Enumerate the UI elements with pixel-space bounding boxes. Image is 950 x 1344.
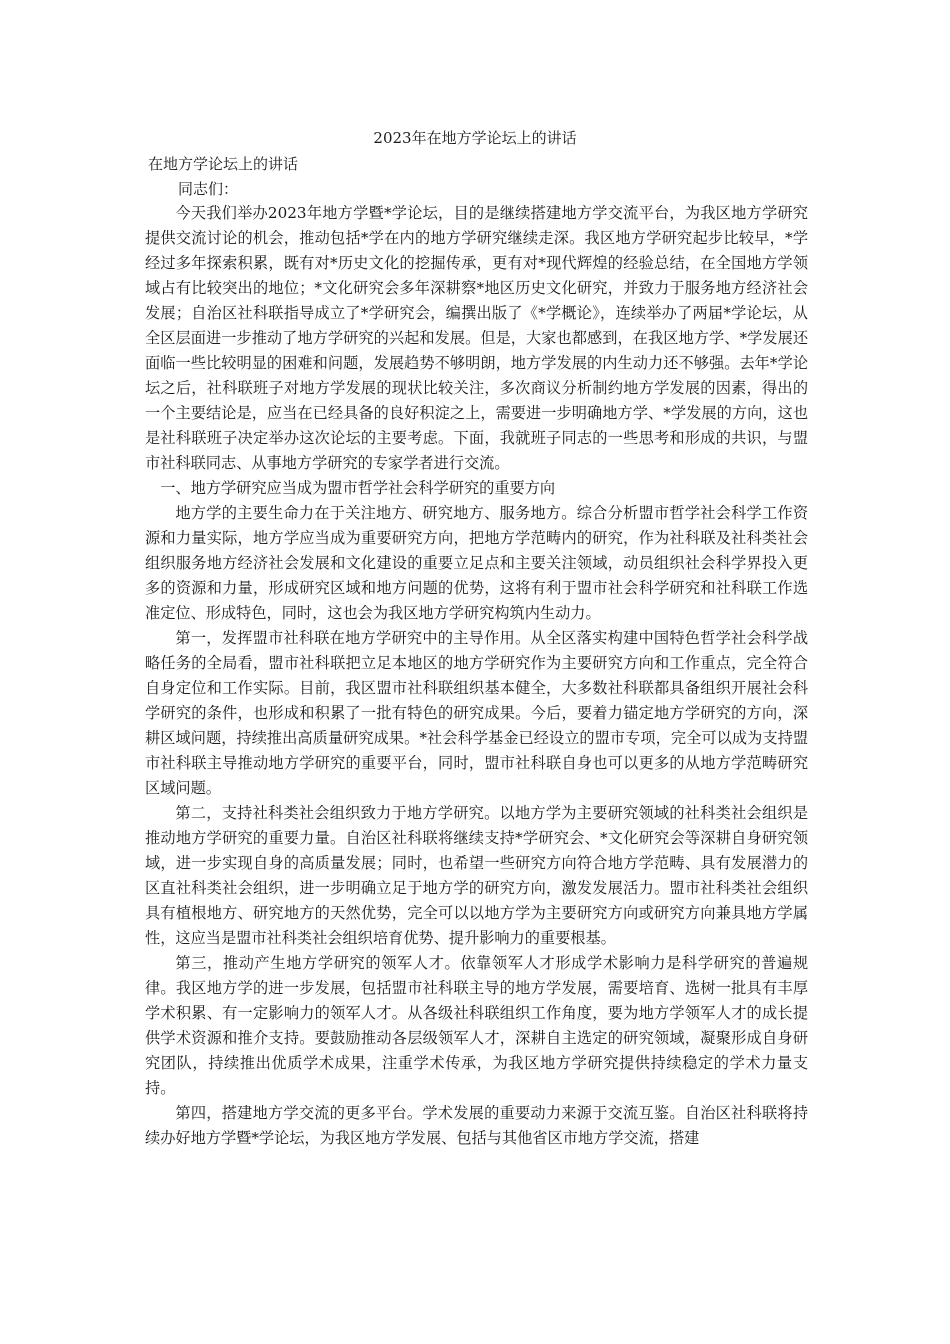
paragraph-point-3: 第三，推动产生地方学研究的领军人才。依靠领军人才形成学术影响力是科学研究的普遍规律。我区地方学的进一步发展，包括盟市社科联主导的地方学发展，需要培育、选树一批具有丰厚学术积累、有一定影响力的领军人才。从各级社科联组织工作角度，要为地方学领军人才的成长提供学术资源和推介支持。要鼓励推动各层级领军人才，深耕自主选定的研究领域，凝聚形成自身研究团队，持续推出优质学术成果，注重学术传承，为我区地方学研究提供持续稳定的学术力量支持。 [145, 954, 808, 1097]
document-title: 2023年在地方学论坛上的讲话 [373, 129, 577, 147]
paragraph-section-1: 地方学的主要生命力在于关注地方、研究地方、服务地方。综合分析盟市哲学社会科学工作资源和力量实际，地方学应当成为重要研究方向，把地方学范畴内的研究，作为社科联及社科类社会组织服务地方经济社会发展和文化建设的重要立足点和主要关注领域，动员组织社会科学界投入更多的资源和力量，形成研究区域和地方问题的优势，这将有利于盟市社会科学研究和社科联工作选准定位、形成特色，同时，这也会为我区地方学研究构筑内生动力。 [145, 504, 808, 622]
paragraph-point-2: 第二，支持社科类社会组织致力于地方学研究。以地方学为主要研究领域的社科类社会组织是推动地方学研究的重要力量。自治区社科联将继续支持*学研究会、*文化研究会等深耕自身研究领域，进一步实现自身的高质量发展；同时，也希望一些研究方向符合地方学范畴、具有发展潜力的区直社科类社会组织，进一步明确立足于地方学的研究方向，激发发展活力。盟市社科类社会组织具有植根地方、研究地方的天然优势，完全可以以地方学为主要研究方向或研究方向兼具地方学属性，这应当是盟市社科类社会组织培育优势、提升影响力的重要根基。 [145, 804, 808, 947]
paragraph-point-4: 第四，搭建地方学交流的更多平台。学术发展的重要动力来源于交流互鉴。自治区社科联将持续办好地方学暨*学论坛，为我区地方学发展、包括与其他省区市地方学交流，搭建 [145, 1104, 808, 1147]
document-subtitle: 在地方学论坛上的讲话 [148, 155, 299, 173]
document-body [145, 201, 808, 1151]
paragraph-intro: 今天我们举办2023年地方学暨*学论坛，目的是继续搭建地方学交流平台，为我区地方学研究提供交流讨论的机会，推动包括*学在内的地方学研究继续走深。我区地方学研究起步比较早，*学经过多年探索积累，既有对*历史文化的挖掘传承，更有对*现代辉煌的经验总结，在全国地方学领域占有比较突出的地位；*文化研究会多年深耕察*地区历史文化研究，并致力于服务地方经济社会发展；自治区社科联指导成立了*学研究会，编撰出版了《*学概论》，连续举办了两届*学论坛，从全区层面进一步推动了地方学研究的兴起和发展。但是，大家也都感到，在我区地方学、*学发展还面临一些比较明显的困难和问题，发展趋势不够明朗，地方学发展的内生动力还不够强。去年*学论坛之后，社科联班子对地方学发展的现状比较关注，多次商议分析制约地方学发展的因素，得出的一个主要结论是，应当在已经具备的良好积淀之上，需要进一步明确地方学、*学发展的方向，这也是社科联班子决定举办这次论坛的主要考虑。下面，我就班子同志的一些思考和形成的共识，与盟市社科联同志、从事地方学研究的专家学者进行交流。 [145, 204, 808, 472]
paragraph-point-1: 第一，发挥盟市社科联在地方学研究中的主导作用。从全区落实构建中国特色哲学社会科学战略任务的全局看，盟市社科联把立足本地区的地方学研究作为主要研究方向和工作重点，完全符合自身定位和工作实际。目前，我区盟市社科联组织基本健全，大多数社科联都具备组织开展社会科学研究的条件，也形成和积累了一批有特色的研究成果。今后，要着力锚定地方学研究的方向，深耕区域问题，持续推出高质量研究成果。*社会科学基金已经设立的盟市专项，完全可以成为支持盟市社科联主导推动地方学研究的重要平台，同时，盟市社科联自身也可以更多的从地方学范畴研究区域问题。 [145, 629, 808, 797]
section-heading-1: 一、地方学研究应当成为盟市哲学社会科学研究的重要方向 [160, 479, 556, 497]
salutation: 同志们： [178, 180, 239, 198]
